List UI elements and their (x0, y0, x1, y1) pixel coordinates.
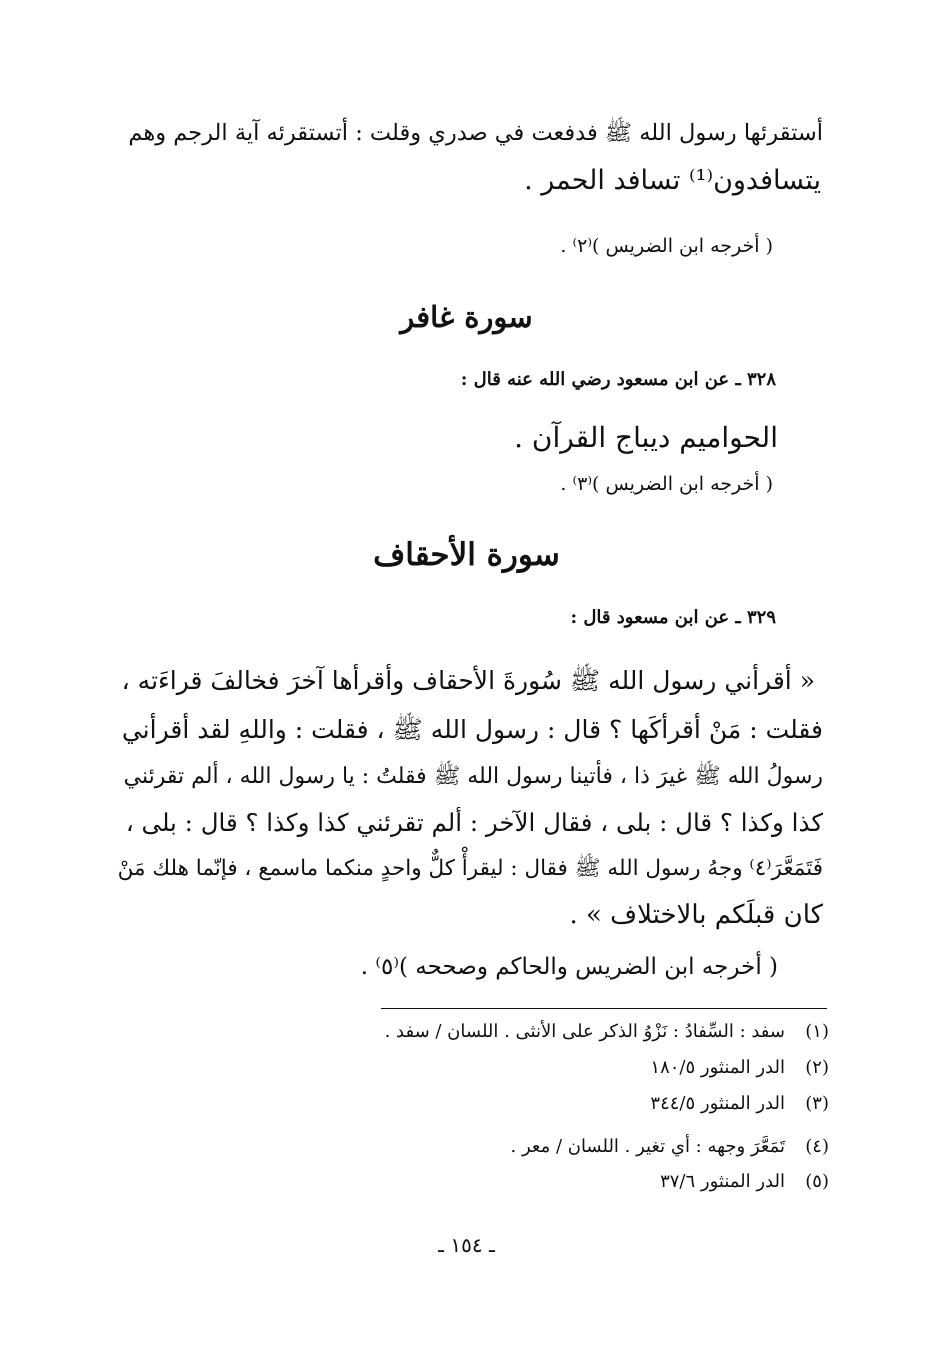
footnote (511, 1136, 829, 1158)
hadith-quote: الحواميم ديباج القرآن . (514, 421, 778, 454)
hadith-intro: ٣٢٩ ـ عن ابن مسعود قال : (570, 607, 776, 628)
footnote (650, 1057, 829, 1079)
hadith-line: رسولُ الله ﷺ غيرَ ذا ، فأتينا رسول الله ﷺ فقلتُ : يا رسول الله ، ألم تقرئني (123, 764, 823, 789)
footnote-text: الدر المنثور ١٨٠/٥ (650, 1057, 785, 1078)
footnote-number: (٣) (805, 1093, 829, 1114)
hadith-line: كذا وكذا ؟ قال : بلى ، فقال الآخر : ألم تقرئني كذا وكذا ؟ قال : بلى ، (125, 808, 823, 837)
footnote (650, 1093, 829, 1115)
hadith-line: « أقرأني رسول الله ﷺ سُورةَ الأحقاف وأقرأها آخرَ فخالفَ قراءَته ، (121, 666, 815, 695)
source-citation: ( أخرجه ابن الضريس والحاكم وصححه )⁽٥⁾ . (360, 954, 778, 980)
hadith-line: فَتَمَعَّرَ⁽٤⁾ وجهُ رسول الله ﷺ فقال : ليقرأْ كلٌّ واحدٍ منكما ماسمع ، فإنّما هلك مَنْ (117, 856, 823, 881)
hadith-intro: ٣٢٨ ـ عن ابن مسعود رضي الله عنه قال : (460, 369, 776, 390)
footnote (660, 1171, 829, 1193)
footnote-text: سفد : السِّفادُ : نَزْوُ الذكر على الأنثى . اللسان / سفد . (384, 1021, 785, 1042)
footnote-text: الدر المنثور ٣٤٤/٥ (650, 1093, 785, 1114)
section-heading-ghafir: سورة غافر (400, 300, 533, 334)
footnote (385, 1021, 829, 1043)
footnote-number: (٥) (805, 1171, 829, 1192)
hadith-line: كان قبلَكم بالاختلاف » . (569, 900, 823, 930)
passage-line: يتسافدون⁽¹⁾ تسافد الحمر . (524, 165, 821, 196)
footnote-number: (٤) (805, 1136, 829, 1157)
passage-line: أستقرئها رسول الله ﷺ فدفعت في صدري وقلت : أتستقرئه آية الرجم وهم (128, 120, 823, 146)
source-citation: ( أخرجه ابن الضريس )⁽٢⁾ . (560, 235, 773, 257)
footnote-text: الدر المنثور ٣٧/٦ (660, 1171, 785, 1192)
hadith-line: فقلت : مَنْ أقرأكَها ؟ قال : رسول الله ﷺ ، فقلت : واللهِ لقد أقرأني (121, 715, 823, 744)
page-number: ـ ١٥٤ ـ (438, 1233, 495, 1257)
source-citation: ( أخرجه ابن الضريس )⁽٣⁾ . (560, 473, 773, 495)
footnote-separator (381, 1008, 827, 1009)
footnote-number: (٢) (805, 1057, 829, 1078)
footnote-text: تَمَعَّرَ وجهه : أي تغير . اللسان / معر . (510, 1136, 785, 1157)
section-heading-ahqaf: سورة الأحقاف (373, 537, 560, 573)
footnote-number: (١) (805, 1021, 829, 1042)
